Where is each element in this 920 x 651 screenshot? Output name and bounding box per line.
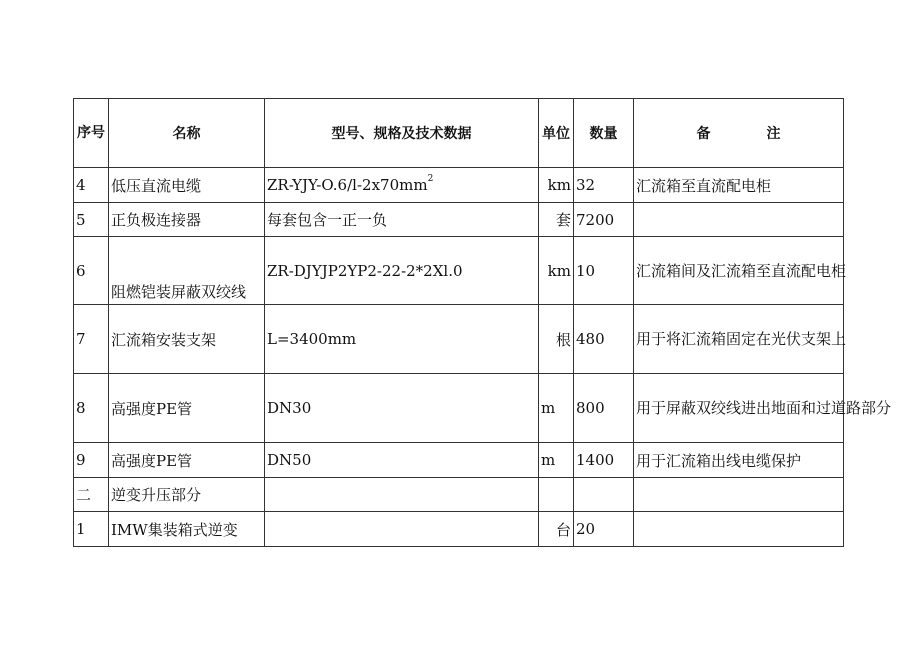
row-spec: L=3400mm [265,305,539,374]
equipment-table [73,98,892,547]
row-no: 5 [74,203,109,237]
row-no: 6 [74,237,109,305]
row-remark: 汇流箱至直流配电柜 [634,168,844,203]
header-no: 序号 [74,99,109,168]
row-qty [574,478,634,512]
header-remark-a: 备 [696,126,711,142]
header-unit: 单位 [539,99,574,168]
row-qty: 7200 [574,203,634,237]
row-remark: 汇流箱间及汇流箱至直流配电柜 [634,237,844,305]
row-name: 高强度PE管 [109,443,265,478]
row-remark [634,512,844,547]
row-spec-superscript: 2 [427,174,434,184]
row-remark: 用于汇流箱出线电缆保护 [634,443,844,478]
row-remark [634,478,844,512]
table-row [74,237,844,305]
row-qty: 10 [574,237,634,305]
row-spec: DN30 [265,374,539,443]
row-remark [634,203,844,237]
header-spec: 型号、规格及技术数据 [265,99,539,168]
row-spec: ZR-DJYJP2YP2-22-2*2Xl.0 [265,237,539,305]
row-no: 1 [74,512,109,547]
row-spec-text: ZR-YJY-O.6∕l-2x70mm [267,176,428,194]
row-no: 4 [74,168,109,203]
table-row [74,478,844,512]
row-name: IMW集装箱式逆变 [109,512,265,547]
row-remark: 用于屏蔽双绞线进出地面和过道路部分 [634,374,844,443]
table-row [74,305,844,374]
header-remark [634,99,844,168]
row-no: 9 [74,443,109,478]
row-qty: 1400 [574,443,634,478]
table-row [74,512,844,547]
row-qty: 32 [574,168,634,203]
row-qty: 800 [574,374,634,443]
row-spec: DN50 [265,443,539,478]
row-name: 汇流箱安装支架 [109,305,265,374]
row-unit: m [539,374,574,443]
row-unit: 台 [539,512,574,547]
row-name: 正负极连接器 [109,203,265,237]
row-name: 阻燃铠装屏蔽双绞线 [109,237,265,305]
row-unit: km [539,237,574,305]
row-no: 7 [74,305,109,374]
row-spec [265,478,539,512]
row-spec [265,512,539,547]
row-qty: 20 [574,512,634,547]
table-row [74,443,844,478]
row-remark: 用于将汇流箱固定在光伏支架上 [634,305,844,374]
header-qty: 数量 [574,99,634,168]
header-name: 名称 [109,99,265,168]
header-row [74,99,844,168]
row-name: 低压直流电缆 [109,168,265,203]
row-spec: 每套包含一正一负 [265,203,539,237]
row-no: 二 [74,478,109,512]
row-qty: 480 [574,305,634,374]
row-unit [539,478,574,512]
row-unit: km [539,168,574,203]
row-name: 高强度PE管 [109,374,265,443]
table-row [74,168,844,203]
row-name: 逆变升压部分 [109,478,265,512]
row-no: 8 [74,374,109,443]
row-unit: 套 [539,203,574,237]
header-remark-b: 注 [766,126,781,142]
row-unit: 根 [539,305,574,374]
row-unit: m [539,443,574,478]
table-row [74,374,844,443]
row-spec [265,168,539,203]
table-row [74,203,844,237]
